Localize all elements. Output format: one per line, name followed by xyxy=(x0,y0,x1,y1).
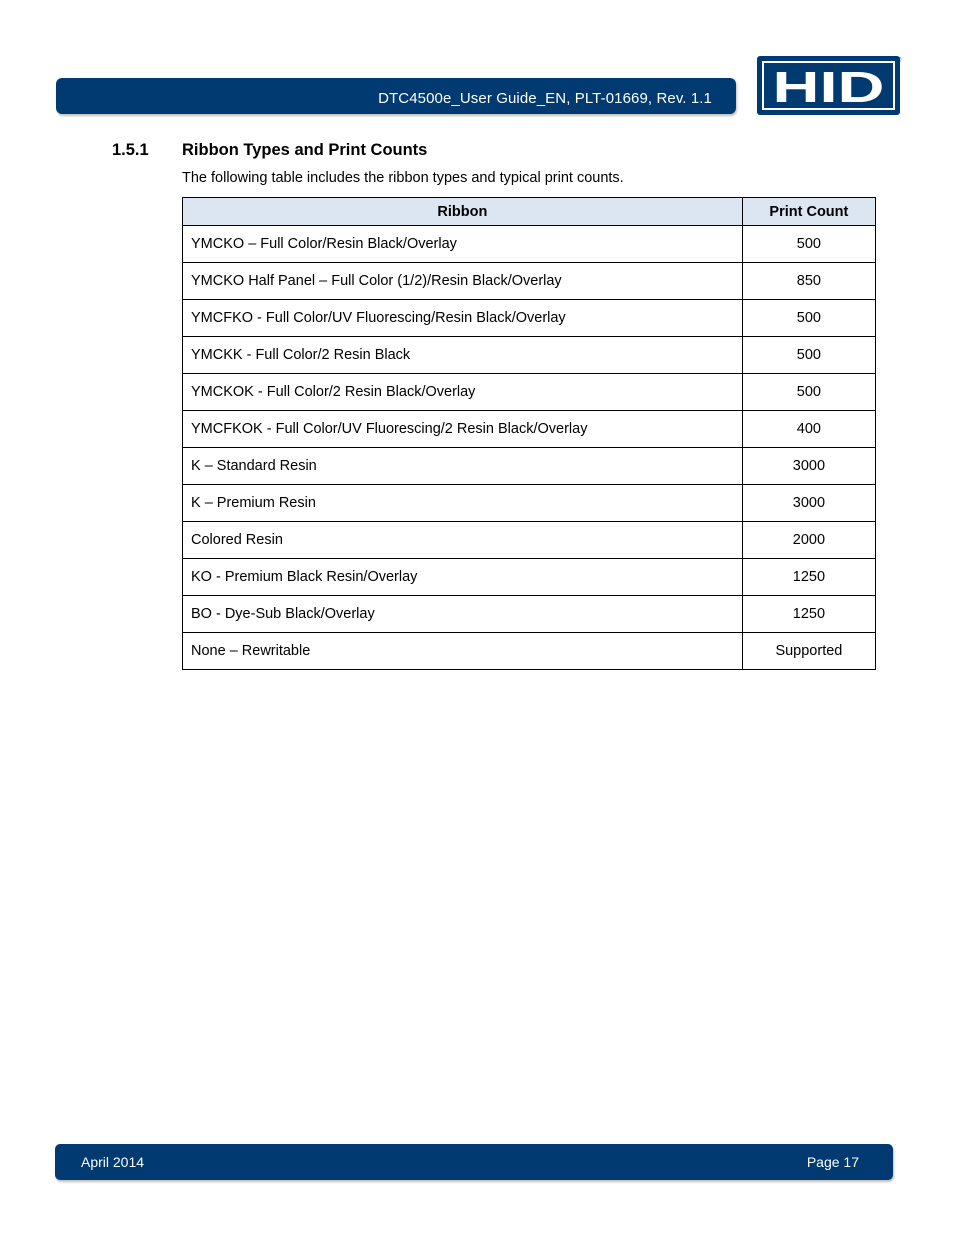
registered-mark: ® xyxy=(897,58,902,64)
header-bar xyxy=(56,78,736,114)
page-number: Page 17 xyxy=(806,1154,859,1170)
table-row xyxy=(183,559,876,596)
logo-text: HID xyxy=(772,63,885,112)
ribbon-cell: YMCFKO - Full Color/UV Fluorescing/Resin Black/Overlay xyxy=(183,300,743,337)
table-row xyxy=(183,337,876,374)
print-count-cell: 400 xyxy=(742,411,875,448)
print-count-cell: 500 xyxy=(742,226,875,263)
ribbon-cell: K – Premium Resin xyxy=(183,485,743,522)
ribbon-cell: KO - Premium Black Resin/Overlay xyxy=(183,559,743,596)
table-row xyxy=(183,485,876,522)
ribbon-table xyxy=(182,197,876,670)
table-row xyxy=(183,448,876,485)
footer-bar xyxy=(55,1144,893,1180)
table-row xyxy=(183,633,876,670)
table-row xyxy=(183,374,876,411)
table-row xyxy=(183,300,876,337)
column-header-print-count: Print Count xyxy=(742,198,875,226)
hid-logo xyxy=(757,56,900,115)
document-title: DTC4500e_User Guide_EN, PLT-01669, Rev. 1.1 xyxy=(378,90,712,107)
ribbon-cell: None – Rewritable xyxy=(183,633,743,670)
table-row xyxy=(183,411,876,448)
ribbon-cell: YMCKO – Full Color/Resin Black/Overlay xyxy=(183,226,743,263)
print-count-cell: 850 xyxy=(742,263,875,300)
print-count-cell: Supported xyxy=(742,633,875,670)
print-count-cell: 500 xyxy=(742,337,875,374)
print-count-cell: 500 xyxy=(742,300,875,337)
print-count-cell: 2000 xyxy=(742,522,875,559)
intro-text: The following table includes the ribbon types and typical print counts. xyxy=(182,170,624,186)
print-count-cell: 1250 xyxy=(742,596,875,633)
table-row xyxy=(183,596,876,633)
table-row xyxy=(183,226,876,263)
ribbon-cell: BO - Dye-Sub Black/Overlay xyxy=(183,596,743,633)
print-count-cell: 3000 xyxy=(742,448,875,485)
footer-date: April 2014 xyxy=(81,1154,145,1170)
print-count-cell: 3000 xyxy=(742,485,875,522)
table-row xyxy=(183,263,876,300)
column-header-ribbon: Ribbon xyxy=(183,198,743,226)
ribbon-cell: YMCFKOK - Full Color/UV Fluorescing/2 Resin Black/Overlay xyxy=(183,411,743,448)
section-number: 1.5.1 xyxy=(112,141,149,159)
ribbon-cell: YMCKO Half Panel – Full Color (1/2)/Resin Black/Overlay xyxy=(183,263,743,300)
ribbon-cell: YMCKK - Full Color/2 Resin Black xyxy=(183,337,743,374)
table-header-row xyxy=(183,198,876,226)
ribbon-cell: K – Standard Resin xyxy=(183,448,743,485)
ribbon-cell: YMCKOK - Full Color/2 Resin Black/Overlay xyxy=(183,374,743,411)
section-title: Ribbon Types and Print Counts xyxy=(182,141,428,159)
print-count-cell: 1250 xyxy=(742,559,875,596)
print-count-cell: 500 xyxy=(742,374,875,411)
ribbon-cell: Colored Resin xyxy=(183,522,743,559)
table-row xyxy=(183,522,876,559)
